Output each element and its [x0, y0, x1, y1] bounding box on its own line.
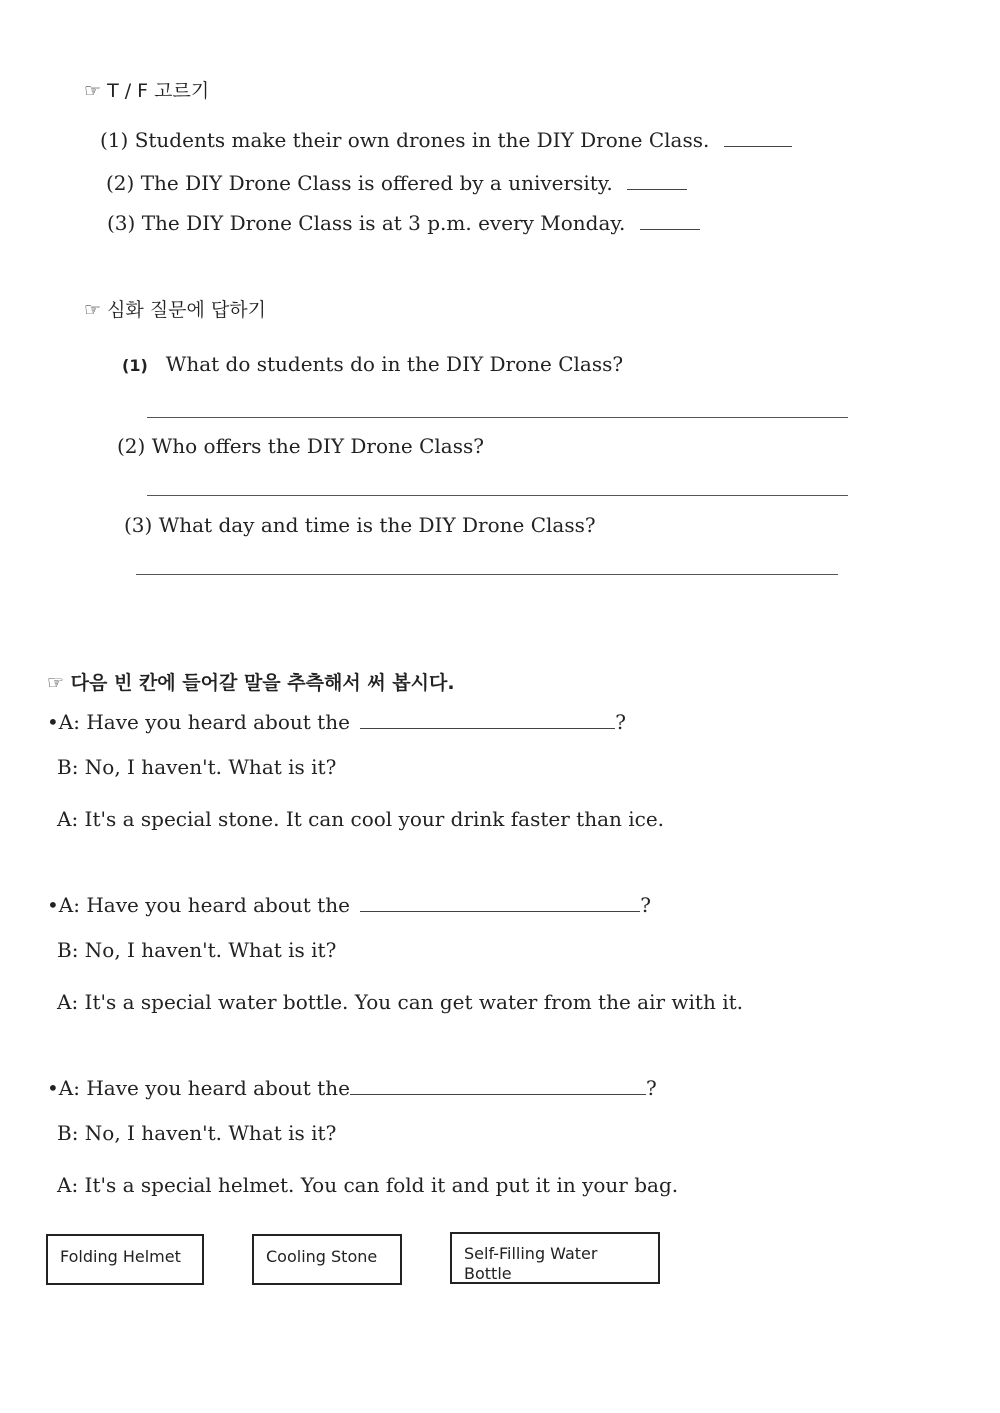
- dialogue-2-a-text: •A: Have you heard about the: [47, 893, 350, 917]
- dialogue-2-question-mark: ?: [640, 893, 652, 917]
- word-bank-self-filling-water-bottle[interactable]: Self-Filling Water Bottle: [450, 1232, 660, 1284]
- dialogue-3-a-answer: A: It's a special helmet. You can fold it and put it in your bag.: [57, 1173, 679, 1197]
- dialogue-1-blank[interactable]: [360, 710, 615, 729]
- answer-line-1[interactable]: [147, 417, 848, 418]
- dialogue-1-a-text: •A: Have you heard about the: [47, 710, 350, 734]
- dialogue-3-a-question: [47, 1076, 657, 1100]
- dialogue-1-a-question: [47, 710, 626, 734]
- dialogue-3-question-mark: ?: [645, 1076, 657, 1100]
- guess-heading: ☞ 다음 빈 칸에 들어갈 말을 추측해서 써 봅시다.: [47, 672, 455, 694]
- dialogue-3-blank[interactable]: [350, 1076, 646, 1095]
- answer-line-2[interactable]: [147, 495, 848, 496]
- dialogue-1-a-answer: A: It's a special stone. It can cool your drink faster than ice.: [57, 807, 665, 831]
- dialogue-2-a-answer: A: It's a special water bottle. You can get water from the air with it.: [57, 990, 743, 1014]
- dialogue-3-b-reply: B: No, I haven't. What is it?: [57, 1121, 337, 1145]
- dialogue-2-blank[interactable]: [360, 893, 640, 912]
- tf-answer-blank-2[interactable]: [627, 171, 687, 190]
- deep-question-1: [122, 352, 623, 378]
- tf-item-3-text: (3) The DIY Drone Class is at 3 p.m. every Monday.: [107, 211, 626, 235]
- word-bank-cooling-stone[interactable]: Cooling Stone: [252, 1234, 402, 1285]
- tf-item-1-text: (1) Students make their own drones in the DIY Drone Class.: [100, 128, 710, 152]
- tf-item-3: [107, 211, 700, 235]
- dialogue-2-b-reply: B: No, I haven't. What is it?: [57, 938, 337, 962]
- deep-question-2: (2) Who offers the DIY Drone Class?: [117, 434, 484, 458]
- tf-answer-blank-1[interactable]: [724, 128, 792, 147]
- dialogue-3-a-text: •A: Have you heard about the: [47, 1076, 350, 1100]
- dialogue-2-a-question: [47, 893, 651, 917]
- dialogue-1-question-mark: ?: [615, 710, 627, 734]
- deep-question-1-text: What do students do in the DIY Drone Class?: [165, 352, 624, 376]
- deep-question-1-number: (1): [122, 356, 148, 375]
- tf-answer-blank-3[interactable]: [640, 211, 700, 230]
- answer-line-3[interactable]: [136, 574, 838, 575]
- tf-heading: ☞ T / F 고르기: [84, 80, 210, 102]
- tf-item-2-text: (2) The DIY Drone Class is offered by a university.: [106, 171, 613, 195]
- word-bank-folding-helmet[interactable]: Folding Helmet: [46, 1234, 204, 1285]
- tf-item-2: [106, 171, 687, 195]
- deep-question-3: (3) What day and time is the DIY Drone Class?: [124, 513, 596, 537]
- tf-item-1: [100, 128, 792, 152]
- deep-heading: ☞ 심화 질문에 답하기: [84, 299, 266, 321]
- dialogue-1-b-reply: B: No, I haven't. What is it?: [57, 755, 337, 779]
